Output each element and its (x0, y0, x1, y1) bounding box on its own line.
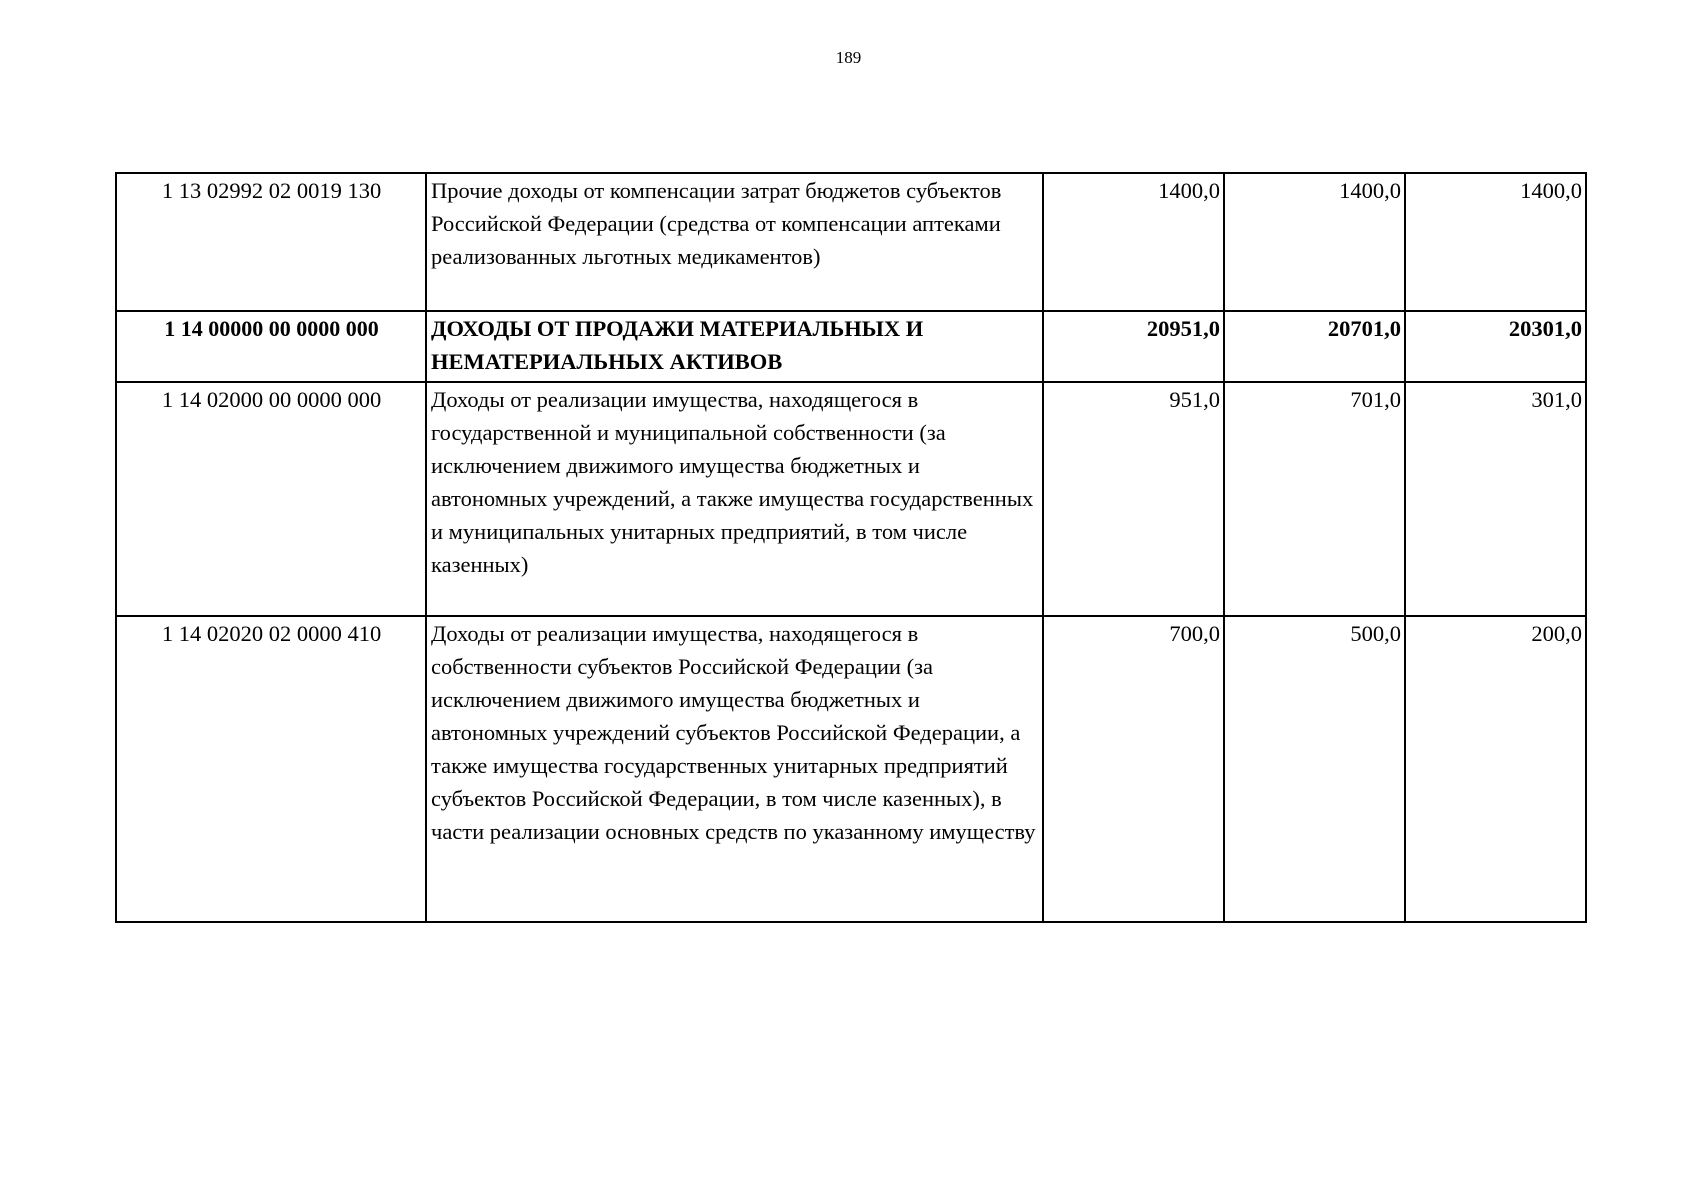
budget-revenue-table (115, 172, 1587, 923)
table-row-total (116, 311, 1586, 382)
amount-year-3-cell: 20301,0 (1405, 311, 1586, 382)
amount-year-3-cell: 1400,0 (1405, 173, 1586, 311)
amount-year-3-cell: 200,0 (1405, 616, 1586, 922)
amount-year-1-cell: 1400,0 (1043, 173, 1224, 311)
amount-year-1-cell: 700,0 (1043, 616, 1224, 922)
revenue-name-cell: Прочие доходы от компенсации затрат бюджетов субъектов Российской Федерации (средства от компенсации аптеками реализованных льготных медикаментов) (426, 173, 1043, 311)
table-row (116, 616, 1586, 922)
table-row (116, 173, 1586, 311)
amount-year-3-cell: 301,0 (1405, 382, 1586, 616)
table-row (116, 382, 1586, 616)
amount-year-2-cell: 1400,0 (1224, 173, 1405, 311)
amount-year-2-cell: 500,0 (1224, 616, 1405, 922)
page-number: 189 (835, 48, 862, 67)
amount-year-1-cell: 951,0 (1043, 382, 1224, 616)
amount-year-2-cell: 701,0 (1224, 382, 1405, 616)
revenue-name-cell: ДОХОДЫ ОТ ПРОДАЖИ МАТЕРИАЛЬНЫХ И НЕМАТЕРИАЛЬНЫХ АКТИВОВ (426, 311, 1043, 382)
revenue-name-cell: Доходы от реализации имущества, находящегося в государственной и муниципальной собственности (за исключением движимого имущества бюджетных и автономных учреждений, а также имущества государственных и муниципальных унитарных предприятий, в том числе казенных) (426, 382, 1043, 616)
budget-code-cell: 1 13 02992 02 0019 130 (116, 173, 426, 311)
amount-year-2-cell: 20701,0 (1224, 311, 1405, 382)
budget-code-cell: 1 14 02000 00 0000 000 (116, 382, 426, 616)
revenue-name-cell: Доходы от реализации имущества, находящегося в собственности субъектов Российской Федерации (за исключением движимого имущества бюджетных и автономных учреждений субъектов Российской Федерации, а также имущества государственных унитарных предприятий субъектов Российской Федерации, в том числе казенных), в части реализации основных средств по указанному имуществу (426, 616, 1043, 922)
amount-year-1-cell: 20951,0 (1043, 311, 1224, 382)
budget-code-cell: 1 14 02020 02 0000 410 (116, 616, 426, 922)
budget-code-cell: 1 14 00000 00 0000 000 (116, 311, 426, 382)
